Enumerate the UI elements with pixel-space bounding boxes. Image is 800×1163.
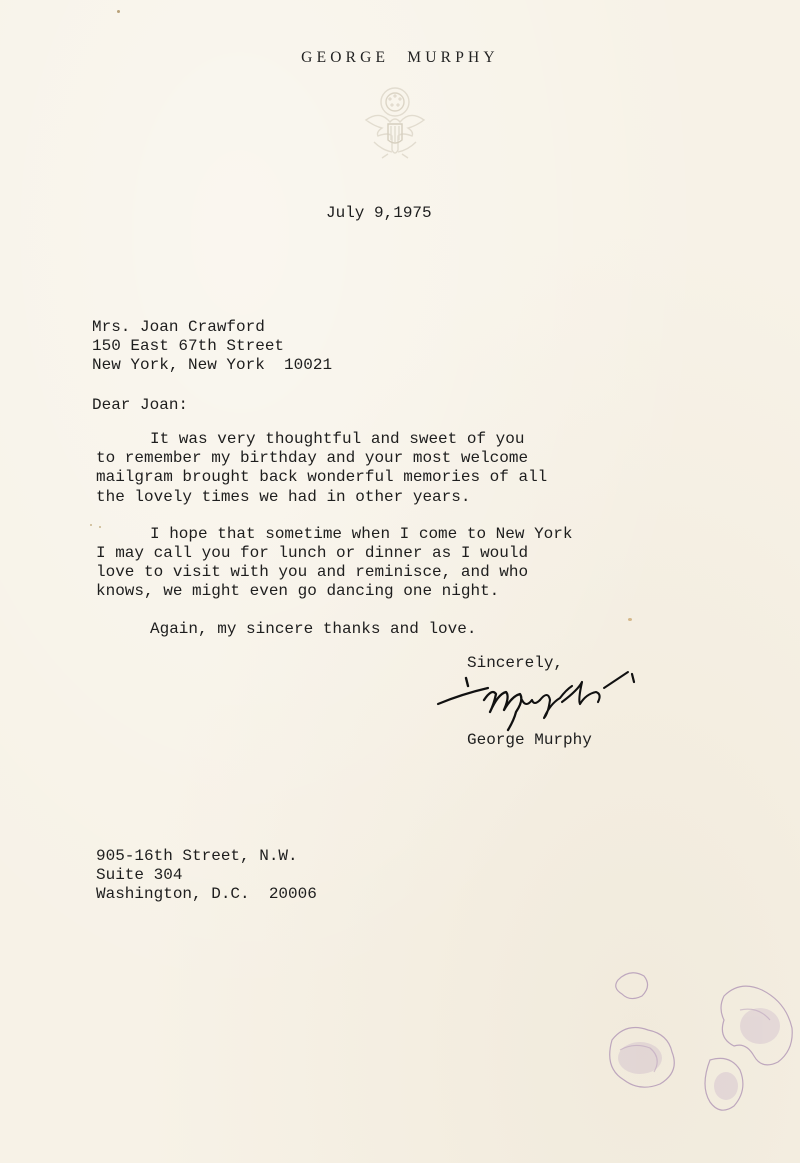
return-address-suite: Suite 304 (96, 866, 183, 884)
recipient-name: Mrs. Joan Crawford (92, 318, 265, 336)
return-address-street: 905-16th Street, N.W. (96, 847, 298, 865)
recipient-city: New York, New York 10021 (92, 356, 333, 374)
letter-date: July 9,1975 (326, 204, 432, 222)
closing: Sincerely, (467, 654, 564, 672)
paragraph-line: Again, my sincere thanks and love. (150, 620, 477, 638)
recipient-street: 150 East 67th Street (92, 337, 285, 355)
salutation: Dear Joan: (92, 396, 189, 414)
letterhead-name: GEORGE MURPHY (301, 49, 499, 66)
paragraph-line: mailgram brought back wonderful memories of all (96, 468, 548, 486)
embossed-seal-icon (352, 80, 438, 166)
paragraph-line: It was very thoughtful and sweet of you (150, 430, 525, 448)
paragraph-line: I may call you for lunch or dinner as I would (96, 544, 529, 562)
paragraph-line: I hope that sometime when I come to New York (150, 525, 573, 543)
purple-stain-decoration (590, 950, 800, 1130)
return-address-city: Washington, D.C. 20006 (96, 885, 317, 903)
paragraph-line: to remember my birthday and your most welcome (96, 449, 529, 467)
paper-speck (90, 524, 92, 526)
paper-speck (117, 10, 120, 13)
paper-speck (628, 618, 632, 621)
paper-speck (99, 526, 101, 528)
paragraph-line: the lovely times we had in other years. (96, 488, 471, 506)
paragraph-line: knows, we might even go dancing one night. (96, 582, 500, 600)
typed-signature-name: George Murphy (467, 731, 592, 749)
paragraph-line: love to visit with you and reminisce, and who (96, 563, 529, 581)
